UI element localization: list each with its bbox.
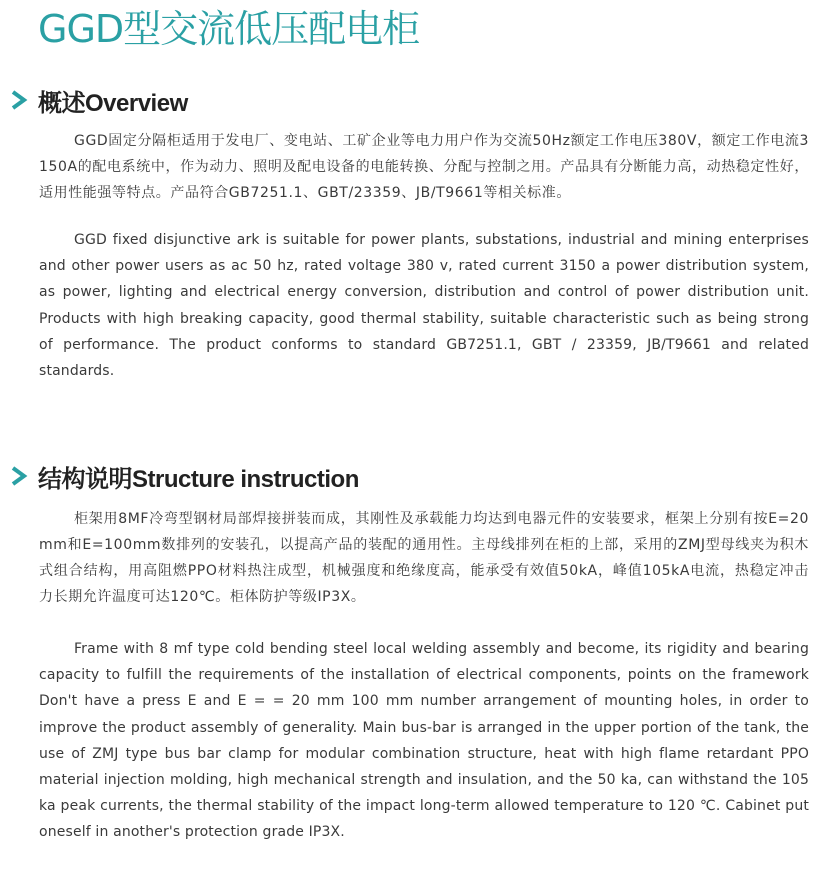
section-heading-overview [8,83,188,117]
overview-paragraph-en: GGD fixed disjunctive ark is suitable for power plants, substations, industrial and mining enterprises and other power users as ac 50 hz, rated voltage 380 v, rated current 3150 a power distribution system, as power, lighting and electrical energy conversion, distribution and control of power distribution unit. Products with high breaking capacity, good thermal stability, suitable characteristic such as being strong of performance. The product conforms to standard GB7251.1, GBT / 23359, JB/T9661 and related standards. [39,232,809,380]
section-heading-label: 结构说明Structure instruction [38,465,359,493]
overview-paragraph-cn: GGD固定分隔柜适用于发电厂、变电站、工矿企业等电力用户作为交流50Hz额定工作电压380V，额定工作电流3150A的配电系统中，作为动力、照明及配电设备的电能转换、分配与控制之用。产品具有分断能力高，动热稳定性好，适用性能强等特点。产品符合GB7251.1、GBT/23359、JB/T9661等相关标准。 [39,133,809,201]
chevron-right-icon [8,465,30,487]
section-heading-label: 概述Overview [38,89,188,117]
section-heading-structure [8,459,359,493]
structure-paragraph-en: Frame with 8 mf type cold bending steel local welding assembly and become, its rigidity and bearing capacity to fulfill the requirements of the installation of electrical components, points on the framework Don't have a press E and E = = 20 mm 100 mm number arrangement of mounting holes, in order to improve the product assembly of generality. Main bus-bar is arranged in the upper portion of the tank, the use of ZMJ type bus bar clamp for modular combination structure, heat with high flame retardant PPO material injection molding, high mechanical strength and insulation, and the 50 ka, can withstand the 105 ka peak currents, the thermal stability of the impact long-term allowed temperature to 120 ℃. Cabinet put oneself in another's protection grade IP3X. [39,641,809,841]
structure-paragraph-cn: 柜架用8MF冷弯型钢材局部焊接拼装而成，其刚性及承载能力均达到电器元件的安装要求，框架上分别有按E=20mm和E=100mm数排列的安装孔，以提高产品的装配的通用性。主母线排列在柜的上部，采用的ZMJ型母线夹为积木式组合结构，用高阻燃PPO材料热注成型，机械强度和绝缘度高，能承受有效值50kA，峰值105kA电流，热稳定冲击力长期允许温度可达120℃。柜体防护等级IP3X。 [39,511,809,605]
chevron-right-icon [8,89,30,111]
page-title: GGD型交流低压配电柜 [38,7,420,51]
